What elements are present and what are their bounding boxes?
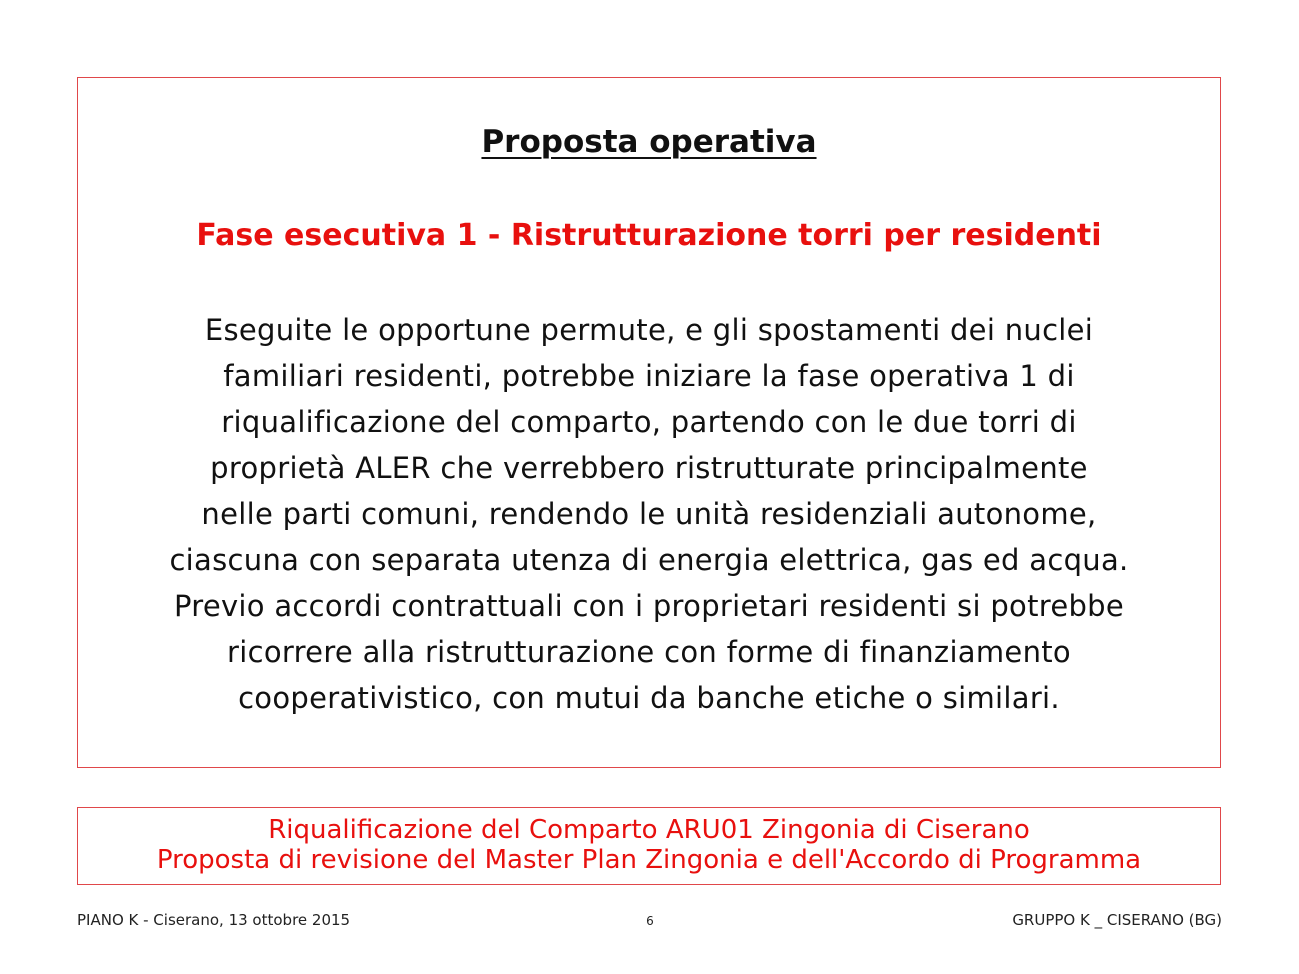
body-line: Eseguite le opportune permute, e gli spostamenti dei nuclei: [204, 313, 1094, 347]
project-title-line-2: Proposta di revisione del Master Plan Zingonia e dell'Accordo di Programma: [156, 845, 1142, 875]
main-content-box: [77, 77, 1221, 768]
body-line: riqualificazione del comparto, partendo con le due torri di: [221, 405, 1077, 439]
body-line: cooperativistico, con mutui da banche etiche o similari.: [238, 681, 1060, 715]
body-line: nelle parti comuni, rendendo le unità residenziali autonome,: [201, 497, 1097, 531]
page-number: 6: [646, 914, 654, 928]
footer-right-text: GRUPPO K _ CISERANO (BG): [1012, 911, 1222, 929]
body-line: familiari residenti, potrebbe iniziare la fase operativa 1 di: [223, 359, 1075, 393]
body-line: Previo accordi contrattuali con i proprietari residenti si potrebbe: [173, 589, 1125, 623]
project-title-box: [77, 807, 1221, 885]
project-title-line-1: Riqualificazione del Comparto ARU01 Zingonia di Ciserano: [268, 815, 1030, 845]
body-line: proprietà ALER che verrebbero ristrutturate principalmente: [210, 451, 1088, 485]
body-paragraph: [78, 307, 1220, 721]
slide-title: Proposta operativa: [481, 124, 817, 160]
body-line: ricorrere alla ristrutturazione con forme di finanziamento: [227, 635, 1071, 669]
slide-subtitle: Fase esecutiva 1 - Ristrutturazione torri per residenti: [196, 218, 1102, 253]
footer-left-text: PIANO K - Ciserano, 13 ottobre 2015: [77, 911, 351, 929]
body-line: ciascuna con separata utenza di energia elettrica, gas ed acqua.: [169, 543, 1129, 577]
